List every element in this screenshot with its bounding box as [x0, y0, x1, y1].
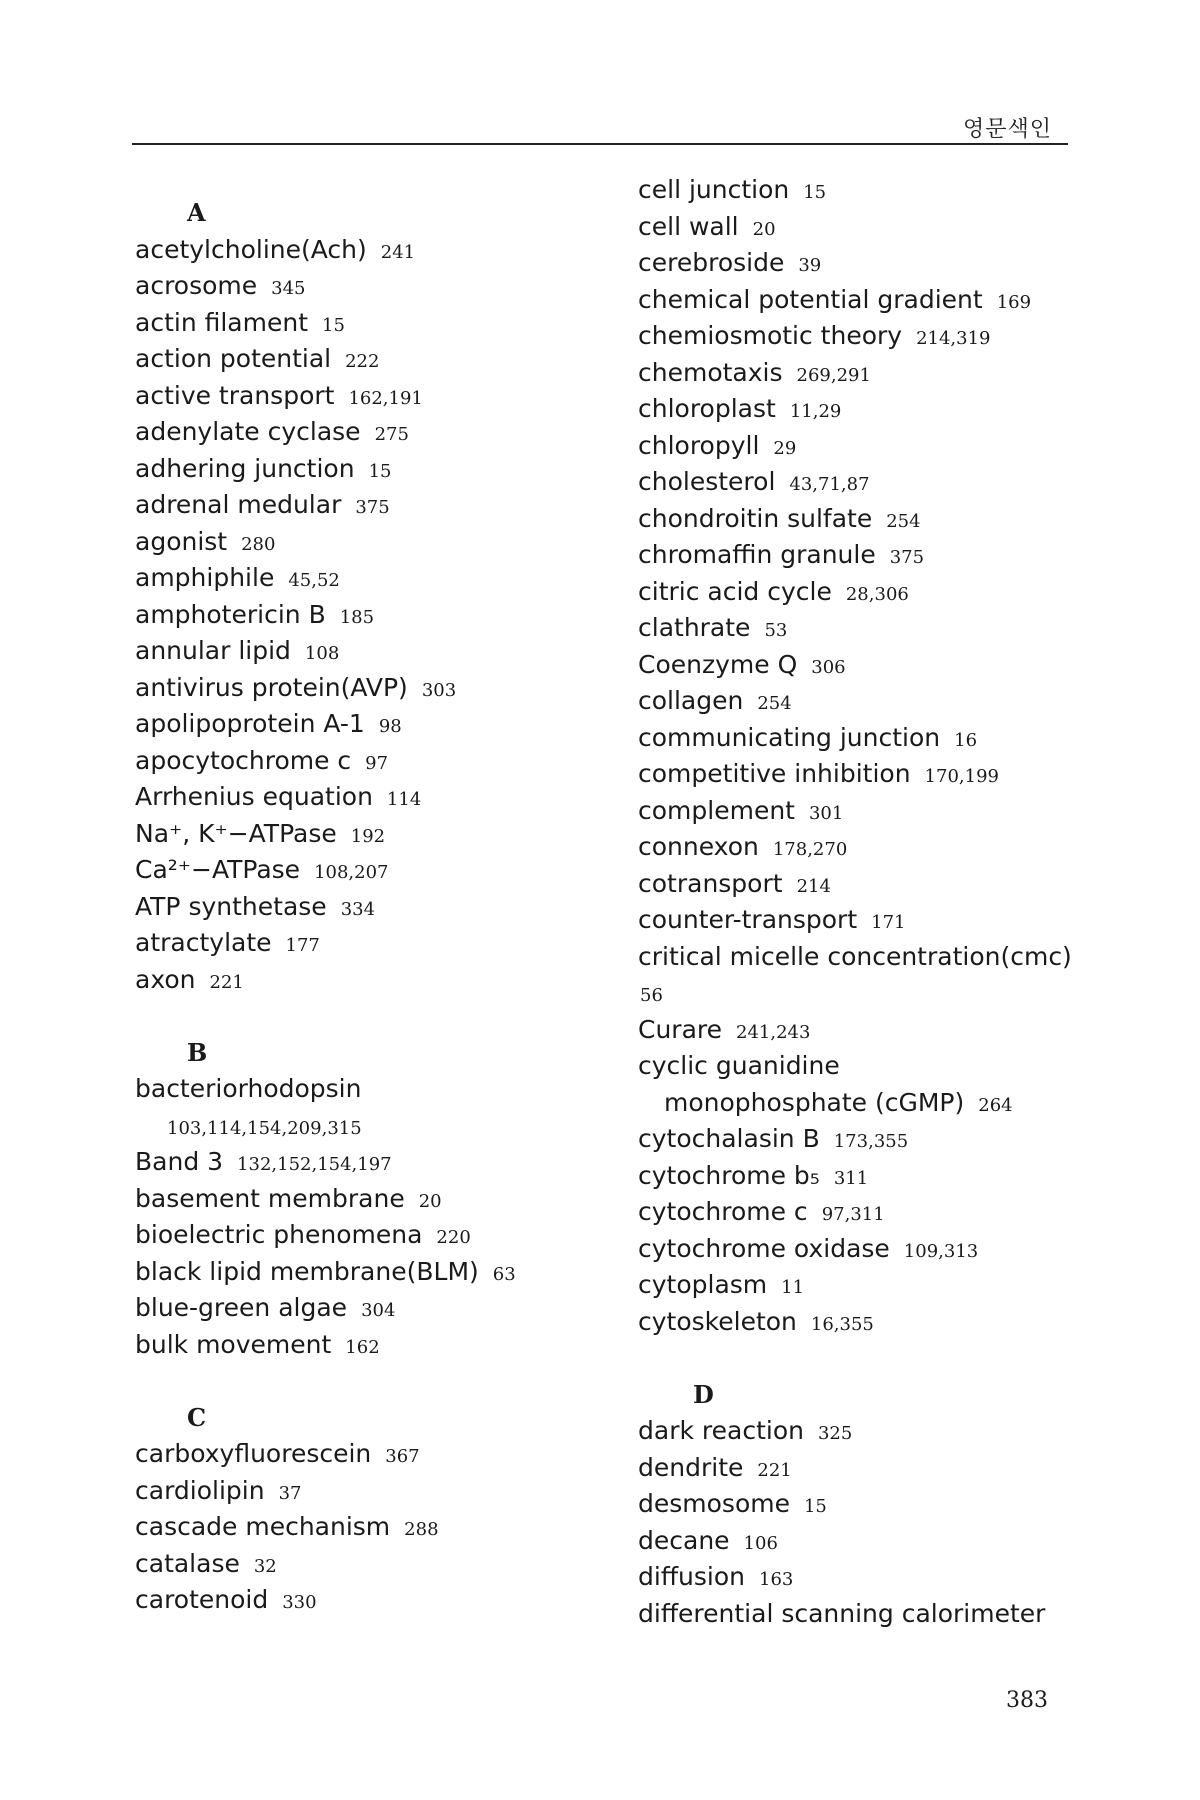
index-entry-continuation: [638, 1085, 1098, 1122]
index-entry: [638, 537, 1098, 574]
index-column-left: [135, 195, 565, 1619]
index-term: apocytochrome c: [135, 745, 352, 775]
index-term: chloropyll: [638, 430, 760, 460]
page-references: 106: [743, 1532, 778, 1554]
page-references: 15: [368, 460, 392, 482]
index-entry: [638, 282, 1098, 319]
page-references: 367: [385, 1446, 420, 1467]
index-entry: [135, 1254, 565, 1291]
index-entry: [135, 232, 565, 269]
index-term: communicating junction: [638, 722, 941, 752]
page-references: 15: [803, 182, 827, 203]
page-references: 114: [386, 789, 422, 810]
index-column-right: [638, 172, 1098, 1632]
index-entry: [638, 355, 1098, 392]
index-entry: [638, 172, 1098, 209]
index-entry: [135, 305, 565, 342]
page-references: 16: [954, 729, 978, 751]
index-term: catalase: [135, 1548, 240, 1578]
index-term: cytochrome oxidase: [638, 1233, 890, 1263]
index-term: blue-green algae: [135, 1293, 348, 1322]
page-references: 177: [285, 935, 320, 956]
index-entry: [135, 889, 565, 926]
index-entry: [135, 962, 565, 999]
index-entry: [135, 487, 565, 524]
index-term: Ca²⁺−ATPase: [135, 855, 301, 884]
index-term: chemical potential gradient: [638, 284, 983, 314]
page-references: 45,52: [288, 570, 340, 591]
index-entry: [135, 268, 565, 305]
index-entry: [638, 574, 1098, 611]
page-references: 11: [781, 1277, 805, 1298]
page-references: 325: [817, 1423, 853, 1444]
index-entry: [638, 1596, 1098, 1633]
index-term: dark reaction: [638, 1416, 804, 1445]
index-entry: [638, 1523, 1098, 1560]
index-entry: [638, 610, 1098, 647]
page-references: 98: [378, 716, 402, 737]
index-entry: [135, 1290, 565, 1327]
page-references: 20: [418, 1190, 442, 1212]
index-term: chromaffin granule: [638, 540, 876, 569]
index-term: cytoplasm: [638, 1270, 768, 1299]
index-entry: [135, 925, 565, 962]
page-references: 254: [886, 510, 921, 532]
index-entry: [638, 1121, 1098, 1158]
page-references: 375: [355, 497, 390, 518]
index-term: clathrate: [638, 613, 751, 642]
page-references: 173,355: [833, 1131, 909, 1152]
index-term: Curare: [638, 1014, 723, 1044]
page-references: 220: [436, 1227, 471, 1248]
index-entry: [638, 1450, 1098, 1487]
index-entry: [135, 1509, 565, 1546]
index-term: cytochrome c: [638, 1197, 808, 1226]
index-term: cytochalasin B: [638, 1124, 820, 1153]
index-term: chloroplast: [638, 394, 776, 423]
index-term: amphiphile: [135, 563, 275, 592]
index-term: cell junction: [638, 175, 790, 204]
index-entry: [638, 245, 1098, 282]
page-references: 254: [757, 693, 792, 714]
page-references: 214,319: [916, 328, 991, 349]
index-term: chemotaxis: [638, 357, 783, 387]
index-entry: [638, 1559, 1098, 1596]
index-entry: [638, 756, 1098, 793]
page-references: 37: [278, 1482, 302, 1504]
index-entry: [135, 560, 565, 597]
index-entry: [135, 743, 565, 780]
page-references: 303: [421, 679, 457, 701]
index-entry: [638, 1413, 1098, 1450]
section-gap: [638, 1340, 1098, 1377]
index-entry: [135, 1473, 565, 1510]
index-entry: [638, 939, 1098, 976]
index-term: cardiolipin: [135, 1475, 265, 1505]
index-entry-continuation: [638, 975, 1098, 1012]
index-term: bulk movement: [135, 1329, 332, 1359]
page-references: 103,114,154,209,315: [167, 1117, 362, 1139]
index-term: monophosphate (cGMP): [664, 1087, 965, 1117]
index-term: cholesterol: [638, 467, 776, 496]
index-entry: [638, 902, 1098, 939]
index-term: ATP synthetase: [135, 891, 327, 921]
page-references: 330: [282, 1592, 317, 1613]
index-entry: [638, 464, 1098, 501]
page-references: 16,355: [810, 1313, 874, 1335]
page-references: 162,191: [348, 387, 423, 409]
section-gap: [135, 1363, 565, 1400]
page-references: 264: [978, 1094, 1013, 1116]
index-term: Coenzyme Q: [638, 649, 798, 679]
index-entry: [135, 524, 565, 561]
index-term: amphotericin B: [135, 599, 326, 629]
index-term: decane: [638, 1525, 730, 1555]
page-references: 109,313: [903, 1240, 979, 1262]
page-references: 28,306: [845, 583, 909, 605]
index-term: chondroitin sulfate: [638, 503, 873, 533]
index-term: axon: [135, 964, 196, 994]
index-entry: [638, 1012, 1098, 1049]
index-entry: [638, 1267, 1098, 1304]
page-references: 241,243: [736, 1021, 811, 1043]
index-term: chemiosmotic theory: [638, 321, 903, 350]
index-term: cell wall: [638, 211, 739, 241]
index-term: active transport: [135, 380, 335, 410]
page-references: 11,29: [789, 401, 842, 422]
index-entry: [638, 428, 1098, 465]
index-term: competitive inhibition: [638, 759, 911, 788]
page-references: 97: [365, 752, 389, 774]
page-references: 163: [759, 1569, 794, 1590]
page-references: 32: [253, 1555, 277, 1577]
page-references: 20: [752, 218, 776, 240]
index-term: cotransport: [638, 868, 783, 898]
index-entry: [638, 1486, 1098, 1523]
index-term: critical micelle concentration(cmc): [638, 941, 1072, 971]
page-references: 280: [241, 533, 276, 555]
page-references: 192: [350, 825, 386, 847]
index-term: cerebroside: [638, 248, 785, 277]
index-term: counter-transport: [638, 905, 858, 934]
index-term: bioelectric phenomena: [135, 1220, 423, 1249]
index-entry: [638, 1231, 1098, 1268]
page-references: 56: [640, 985, 663, 1006]
page-references: 43,71,87: [789, 474, 870, 495]
page-references: 269,291: [796, 364, 871, 386]
page-references: 178,270: [772, 839, 848, 860]
index-entry: [135, 1327, 565, 1364]
index-term: carboxyfluorescein: [135, 1439, 372, 1468]
index-term: desmosome: [638, 1489, 790, 1518]
index-term: cytoskeleton: [638, 1306, 797, 1336]
page-references: 288: [404, 1519, 439, 1540]
index-term: cascade mechanism: [135, 1512, 391, 1541]
index-entry: [638, 1048, 1098, 1085]
index-term: Na⁺, K⁺−ATPase: [135, 818, 337, 848]
page-references: 275: [374, 424, 409, 445]
index-entry: [135, 779, 565, 816]
index-entry: [638, 318, 1098, 355]
page-references: 306: [811, 656, 846, 678]
page-references: 334: [340, 898, 376, 920]
page-references: 221: [757, 1459, 792, 1481]
page-references: 375: [889, 547, 925, 568]
index-term: antivirus protein(AVP): [135, 672, 408, 702]
header-rule: [132, 143, 1068, 145]
index-term: differential scanning calorimeter: [638, 1598, 1046, 1628]
page-references: 170,199: [924, 766, 999, 787]
page-references: 311: [833, 1167, 869, 1189]
index-term: adenylate cyclase: [135, 417, 361, 446]
index-term: Arrhenius equation: [135, 782, 373, 811]
index-entry-continuation: [135, 1108, 565, 1145]
index-entry: [135, 816, 565, 853]
index-term: complement: [638, 795, 795, 825]
index-entry: [135, 706, 565, 743]
index-entry: [638, 1304, 1098, 1341]
index-term: adrenal medular: [135, 490, 342, 519]
index-term: action potential: [135, 344, 332, 373]
section-gap: [135, 998, 565, 1035]
index-entry: [638, 647, 1098, 684]
index-entry: [638, 501, 1098, 538]
section-letter: D: [693, 1379, 714, 1409]
index-term: atractylate: [135, 928, 272, 957]
index-entry: [638, 829, 1098, 866]
page-references: 15: [322, 314, 345, 336]
page-references: 162: [345, 1336, 380, 1358]
page-references: 171: [871, 912, 906, 933]
index-term: agonist: [135, 526, 228, 556]
index-entry: [638, 209, 1098, 246]
index-entry: [135, 597, 565, 634]
index-term: acrosome: [135, 271, 258, 300]
index-term: cyclic guanidine: [638, 1051, 840, 1080]
index-term: acetylcholine(Ach): [135, 234, 367, 264]
section-letter: C: [187, 1402, 207, 1432]
page-references: 15: [803, 1496, 827, 1517]
page-references: 53: [764, 620, 788, 641]
page-references: 29: [773, 437, 797, 459]
index-entry: [135, 1546, 565, 1583]
index-entry: [135, 1582, 565, 1619]
index-entry: [135, 852, 565, 889]
index-term: dendrite: [638, 1452, 744, 1482]
index-term: annular lipid: [135, 636, 291, 665]
index-entry: [638, 793, 1098, 830]
index-entry: [638, 683, 1098, 720]
index-term: carotenoid: [135, 1585, 269, 1614]
section-letter: A: [187, 198, 206, 227]
page-references: 63: [492, 1263, 516, 1285]
index-entry: [638, 1194, 1098, 1231]
index-term: apolipoprotein A-1: [135, 709, 365, 738]
index-entry: [135, 341, 565, 378]
page-references: 97,311: [821, 1204, 885, 1225]
page-references: 241: [380, 241, 416, 263]
page-references: 169: [996, 291, 1032, 313]
index-entry: [638, 866, 1098, 903]
page-references: 304: [361, 1300, 396, 1321]
index-entry: [135, 670, 565, 707]
index-entry: [638, 1158, 1098, 1195]
page-references: 214: [796, 875, 831, 897]
index-term: Band 3: [135, 1147, 224, 1176]
index-entry: [135, 633, 565, 670]
index-term: bacteriorhodopsin: [135, 1074, 362, 1103]
page-references: 301: [808, 802, 844, 824]
index-entry: [135, 1144, 565, 1181]
index-term: collagen: [638, 686, 744, 715]
index-entry: [135, 1217, 565, 1254]
page-references: 108: [304, 643, 340, 664]
index-entry: [135, 378, 565, 415]
index-entry: [638, 391, 1098, 428]
index-entry: [135, 414, 565, 451]
index-term: diffusion: [638, 1562, 745, 1591]
page-references: 221: [209, 971, 244, 993]
index-term: black lipid membrane(BLM): [135, 1256, 479, 1286]
index-term: actin filament: [135, 307, 308, 337]
section-letter: B: [187, 1037, 208, 1067]
index-entry: [135, 451, 565, 488]
page-references: 222: [345, 351, 380, 372]
index-term: citric acid cycle: [638, 576, 832, 606]
index-term: cytochrome b₅: [638, 1160, 820, 1190]
page-references: 185: [339, 606, 375, 628]
index-entry: [135, 1071, 565, 1108]
running-header: 영문색인: [962, 117, 1052, 142]
page-references: 132,152,154,197: [237, 1154, 392, 1175]
page-references: 39: [798, 255, 822, 276]
page-references: 108,207: [314, 862, 389, 883]
index-entry: [638, 720, 1098, 757]
index-entry: [135, 1181, 565, 1218]
index-term: connexon: [638, 832, 759, 861]
page-references: 345: [271, 278, 306, 299]
index-term: adhering junction: [135, 453, 355, 483]
page-number: 383: [1006, 1688, 1048, 1713]
index-term: basement membrane: [135, 1183, 405, 1213]
index-entry: [135, 1436, 565, 1473]
